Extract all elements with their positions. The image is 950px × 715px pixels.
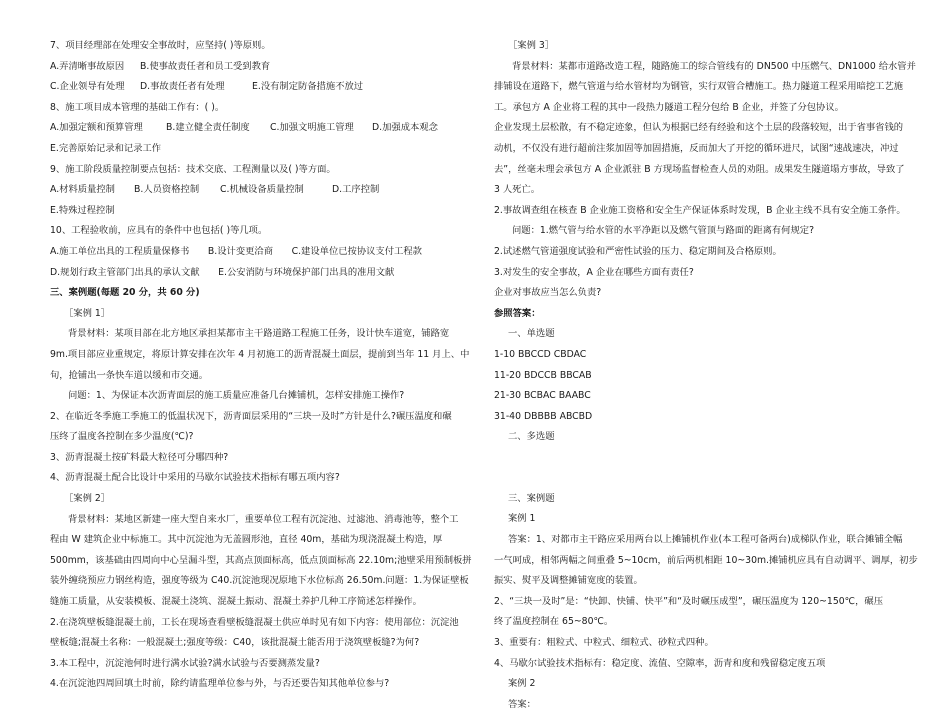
answers-heading: 参照答案： [494,307,541,319]
case1-answer-title: 案例 1 [508,513,536,525]
case2-answer-title: 案例 2 [508,678,536,690]
answers-11-20: 11-20 BDCCB BBCAB [494,369,592,381]
case3-background-4: 企业发现土层松散，有不稳定迹象，但认为根据已经有经验和这个土层的段落较短，出于省事省钱的 [494,122,904,134]
case2-question-2a: 2.在浇筑壁板缝混凝土前，工长在现场查看壁板缝混凝土供应单时见有如下内容：使用部位：沉淀池 [50,616,459,628]
multi-choice-heading: 二、多选题 [508,431,555,443]
answers-1-10: 1-10 BBCCD CBDAC [494,348,587,360]
q9-option-b: B.人员资格控制 [134,184,200,196]
case2-question-2b: 壁板缝;混凝土名称：一般混凝土;强度等级：C40，该批混凝土能否用于浇筑壁板缝?为何? [50,637,420,649]
section-3-heading: 三、案例题(每题 20 分，共 60 分) [50,287,200,299]
case1-answer-3: 3、重要有：粗粒式、中粒式、细粒式、砂粒式四种。 [494,637,714,649]
case1-background-3: 旬，抢铺出一条快车道以缓和市交通。 [50,369,209,381]
case1-question-3: 3、沥青混凝土按矿料最大粒径可分哪四种? [50,451,229,463]
case3-background-8: 2.事故调查组在核查 B 企业施工资格和安全生产保证体系时发现，B 企业主线不具有安全施工条件。 [494,204,906,216]
case3-question-2: 2.试述燃气管道强度试验和严密性试验的压力、稳定期间及合格原则。 [494,245,782,257]
left-column [50,36,472,695]
case1-answer-4: 4、马歇尔试验技术指标有：稳定度、流值、空隙率，沥青和度和残留稳定度五项 [494,657,826,669]
case3-title: ［案例 3］ [508,40,555,51]
q9-option-e: E.特殊过程控制 [50,204,115,216]
q7-options-row1 [50,57,422,78]
case2-answer-label: 答案： [508,698,536,710]
case3-background-5: 动机，不仅没有进行超前注浆加固等加固措施，反而加大了开挖的循环进尺，试图“速战速决，冲过 [494,142,899,154]
case1-answer-1c: 振实、熨平及调整摊铺宽度的装置。 [494,575,643,587]
q8-option-b: B.建立健全责任制度 [166,122,250,134]
case2-background-2: 程由 W 建筑企业中标施工。其中沉淀池为无盖圆形池，直径 40m，基础为现浇混凝土构造，厚 [50,534,443,546]
case1-answer-1b: 一气呵成，相邻两幅之间重叠 5~10cm，前后两机相距 10~30m.摊铺机应具有自动调平、调厚，初步 [494,554,918,566]
case-heading: 三、案例题 [508,492,555,504]
q7-stem: 7、项目经理部在处理安全事故时，应坚持( )等原则。 [50,40,271,51]
case1-question-4: 4、沥青混凝土配合比设计中采用的马歇尔试验技术指标有哪五项内容? [50,472,340,484]
q8-option-c: C.加强文明施工管理 [270,122,354,134]
q9-option-c: C.机械设备质量控制 [220,184,304,196]
case3-question-1: 问题：1.燃气管与给水管的水平净距以及燃气管顶与路面的距离有何规定? [512,225,815,237]
single-choice-heading: 一、单选题 [508,328,555,340]
q10-options-row2: D.规划行政主管部门出具的承认文献 E.公安消防与环境保护部门出具的准用文献 [50,266,395,278]
case1-answer-2b: 终了温度控制在 65~80℃。 [494,616,614,628]
case3-question-4: 企业对事故应当怎么负责? [494,287,602,299]
q7-option-b: B.使事故责任者和员工受到教育 [140,60,271,72]
case1-question-1: 问题：1、为保证本次沥青面层的施工质量应准备几台摊铺机，怎样安排施工操作? [68,390,405,402]
case2-question-4: 4.在沉淀池四周回填土时前，除约请监理单位参与外，与否还要告知其他单位参与? [50,678,390,690]
case2-background-1: 背景材料：某地区新建一座大型自来水厂，重要单位工程有沉淀池、过滤池、消毒池等，整个工 [68,513,459,525]
case1-question-2a: 2、在临近冬季施工季施工的低温状况下，沥青面层采用的“三块一及时”方针是什么?碾压温度和碾 [50,410,452,422]
case3-background-2: 排铺设在道路下，燃气管道与给水管材均为钢管，实行双管合槽施工。热力隧道工程采用暗挖工艺施 [494,81,904,93]
q8-option-d: D.加强成本观念 [372,122,438,134]
q10-options-row1: A.施工单位出具的工程质量保修书 B.设计变更洽商 C.建设单位已按协议支付工程款 [50,245,422,257]
case2-title: ［案例 2］ [64,493,111,505]
case1-answer-2a: 2、“三块一及时”是：“快卸、快铺、快平”和“及时碾压成型”，碾压温度为 120~150℃，碾压 [494,595,883,607]
case3-background-6: 去”，丝毫未理会承包方 A 企业派驻 B 方现场监督检查人员的劝阻。成果发生隧道塌方事故，导致了 [494,163,905,175]
case2-background-3: 500mm，该基础由四周向中心呈漏斗型，其高点顶面标高，低点顶面标高 22.10m;池壁采用预制板拼 [50,554,472,566]
case1-background-2: 9m.项目部应业重规定，将原计算安排在次年 4 月初施工的沥青混凝土面层，提前到当年 11 月上、中 [50,348,470,360]
case2-question-3: 3.本工程中，沉淀池何时进行满水试验?满水试验与否要测蒸发量? [50,657,320,669]
q9-options-row1 [50,180,422,201]
case1-question-2b: 压终了温度各控制在多少温度(℃)? [50,431,194,443]
case2-background-4: 装外缠绕预应力钢丝构造，强度等级为 C40.沉淀池现况原地下水位标高 26.50m.问题：1.为保证壁板 [50,575,469,587]
case2-background-5: 缝施工质量，从安装模板、混凝土浇筑、混凝土振动、混凝土养护几种工序简述怎样操作。 [50,596,422,608]
right-column [494,36,918,715]
answers-21-30: 21-30 BCBAC BAABC [494,390,591,402]
q9-option-a: A.材料质量控制 [50,184,115,196]
q8-option-e: E.完善原始记录和记录工作 [50,142,162,154]
case1-title: ［案例 1］ [64,307,111,319]
blank-gap [494,448,904,489]
case3-background-3: 工。承包方 A 企业将工程的其中一段热力隧道工程分包给 B 企业，并签了分包协议。 [494,101,844,113]
q8-options-row1 [50,118,438,139]
q8-stem: 8、施工项目成本管理的基础工作有：( )。 [50,101,225,113]
q7-option-d: D.事故责任者有处理 [140,81,225,93]
q9-stem: 9、施工阶段质量控制要点包括：技术交底、工程测量以及( )等方面。 [50,163,336,175]
case3-background-7: 3 人死亡。 [494,184,541,196]
case3-background-1: 背景材料：某都市道路改造工程，随路施工的综合管线有的 DN500 中压燃气、DN1000 给水管并 [512,60,916,72]
q7-options-row2 [50,77,422,98]
q7-option-a: A.弄清晰事故原因 [50,60,125,72]
case1-background-1: 背景材料：某项目部在北方地区承担某都市主干路道路工程施工任务，设计快车道宽，铺路宽 [68,328,450,340]
case3-question-3: 3.对发生的安全事故，A 企业在哪些方面有责任? [494,266,694,278]
case1-answer-1a: 答案：1、对都市主干路应采用两台以上摊铺机作业(本工程可备两台)成梯队作业，联合摊铺全幅 [508,534,903,546]
q9-option-d: D.工序控制 [332,184,380,196]
q7-option-e: E.没有制定防备措施不放过 [252,81,364,93]
q8-option-a: A.加强定额和预算管理 [50,122,143,134]
answers-31-40: 31-40 DBBBB ABCBD [494,410,593,422]
q10-stem: 10、工程验收前，应具有的条件中也包括( )等几项。 [50,225,268,237]
q7-option-c: C.企业领导有处理 [50,81,125,93]
